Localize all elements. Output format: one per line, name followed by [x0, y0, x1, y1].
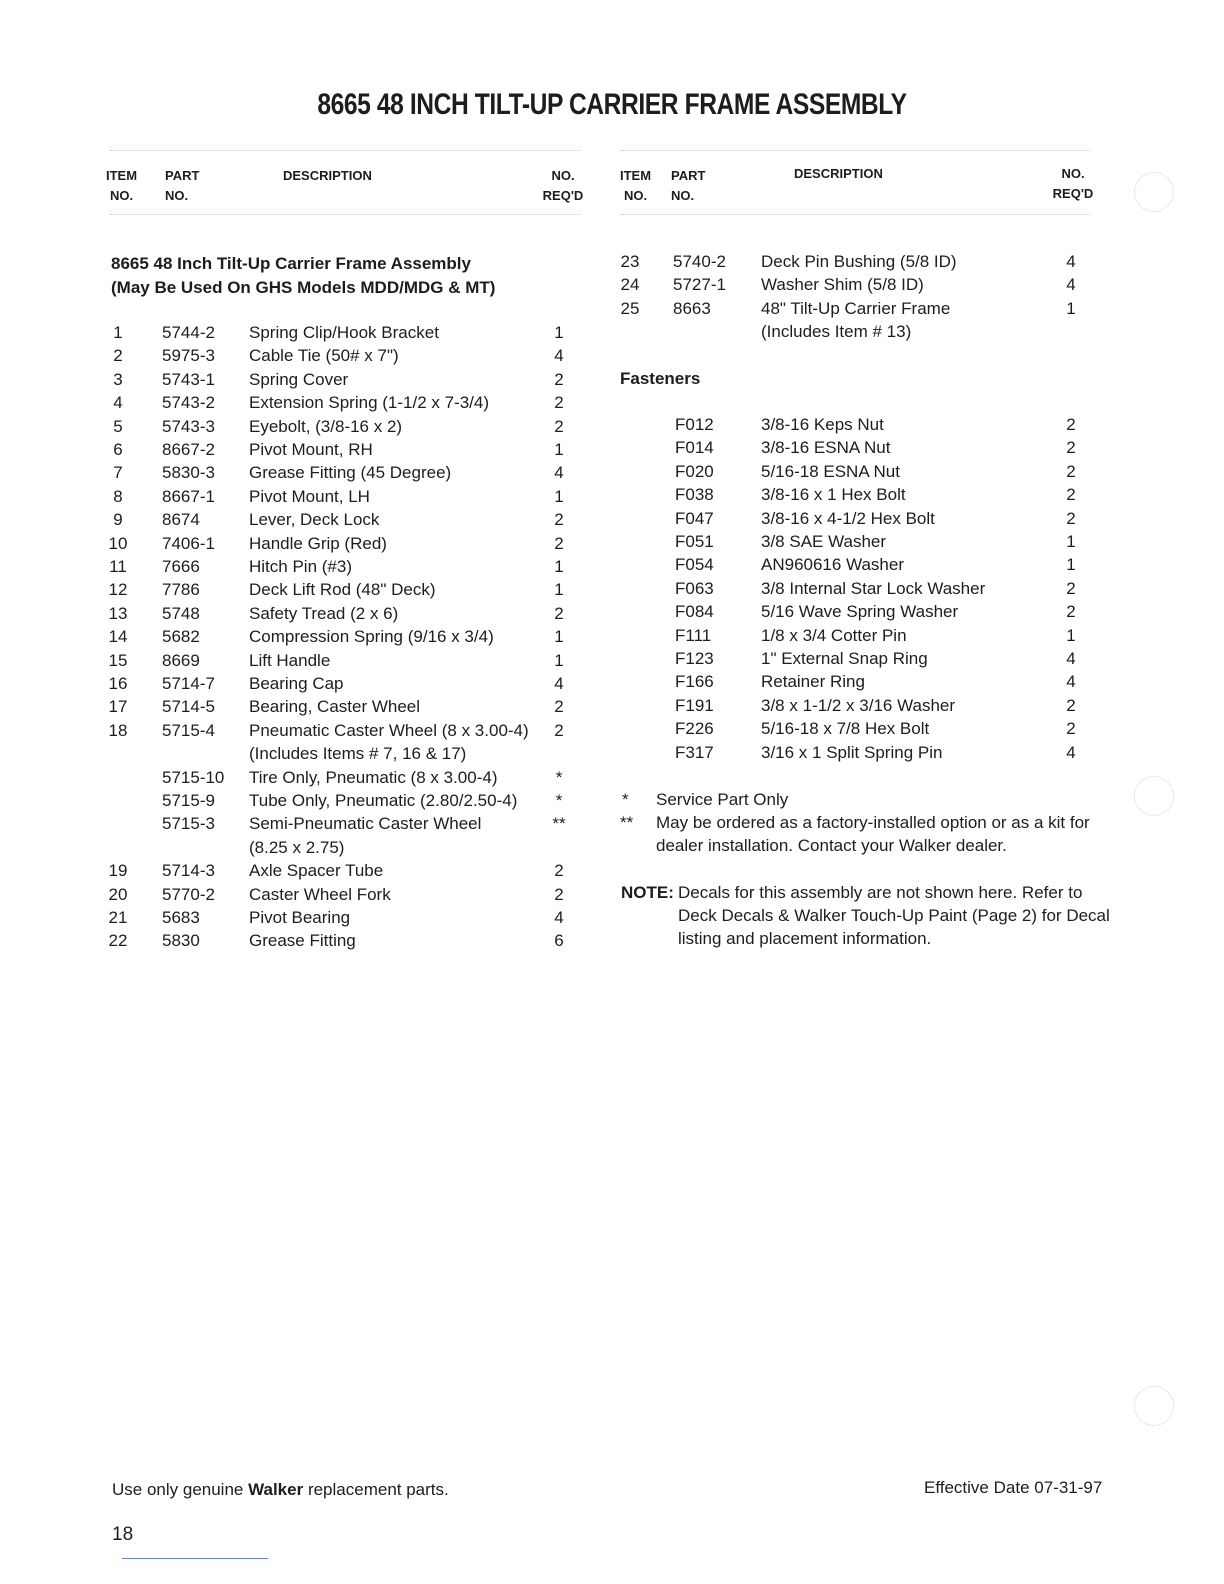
fasteners-row	[0, 553, 1224, 576]
part-description: Deck Pin Bushing (5/8 ID)	[761, 252, 957, 271]
part-number: 7786	[162, 580, 200, 600]
quantity-required: 2	[1066, 485, 1076, 505]
fastener-description: 3/8 x 1-1/2 x 3/16 Washer	[761, 695, 956, 715]
fastener-description: 3/8 Internal Star Lock Washer	[761, 578, 986, 598]
fasteners-row	[0, 413, 1224, 436]
part-description: Tire Only, Pneumatic (8 x 3.00-4)	[249, 767, 498, 787]
quantity-required: 2	[1066, 578, 1076, 598]
part-number: 5743-3	[162, 416, 215, 436]
item-number: 18	[108, 720, 128, 740]
part-description: Bearing, Caster Wheel	[249, 697, 421, 717]
fastener-description: 3/16 x 1 Split Spring Pin	[761, 742, 943, 762]
quantity-required: 4	[1066, 649, 1076, 668]
quantity-required: 2	[1066, 602, 1076, 622]
part-description: Pivot Mount, RH	[249, 440, 373, 459]
header-divider-bottom-right	[620, 214, 1090, 216]
fastener-part-number: F051	[675, 532, 714, 551]
item-number: 22	[108, 931, 128, 951]
part-description: 48" Tilt-Up Carrier Frame	[761, 298, 951, 318]
note-option-symbol: **	[620, 813, 634, 832]
fasteners-row	[0, 717, 1224, 740]
item-number: 19	[108, 861, 128, 881]
fastener-description: 5/16-18 ESNA Nut	[761, 461, 900, 481]
item-number: 14	[108, 627, 128, 647]
binder-hole-top	[1134, 172, 1174, 212]
part-description: Axle Spacer Tube	[249, 861, 384, 881]
part-description: Eyebolt, (3/8-16 x 2)	[249, 416, 403, 436]
fastener-part-number: F084	[675, 602, 714, 622]
fasteners-row	[0, 460, 1224, 483]
part-description: Pneumatic Caster Wheel (8 x 3.00-4)	[249, 720, 529, 740]
part-description: Grease Fitting (45 Degree)	[249, 463, 452, 483]
part-description: Lever, Deck Lock	[249, 510, 380, 530]
fasteners-row	[0, 577, 1224, 600]
item-number: 25	[620, 298, 640, 318]
part-description: (8.25 x 2.75)	[249, 837, 345, 857]
quantity-required: 1	[554, 580, 564, 600]
part-number: 8669	[162, 650, 200, 670]
quantity-required: 2	[554, 720, 564, 740]
part-number: 5830-3	[162, 463, 215, 483]
quantity-required: 4	[1066, 275, 1076, 295]
fasteners-heading: Fasteners	[620, 369, 701, 388]
quantity-required: 2	[554, 603, 564, 623]
item-number: 17	[108, 697, 128, 717]
fastener-part-number: F166	[675, 672, 714, 692]
part-description: Deck Lift Rod (48" Deck)	[249, 580, 436, 600]
part-description: Cable Tie (50# x 7")	[249, 346, 399, 366]
fastener-part-number: F063	[675, 578, 714, 598]
quantity-required: 1	[554, 486, 564, 506]
fastener-description: 5/16-18 x 7/8 Hex Bolt	[761, 719, 930, 739]
header-no-reqd-right: NO. REQ'D	[1052, 166, 1094, 201]
fastener-part-number: F123	[675, 649, 714, 668]
fasteners-row	[0, 624, 1224, 647]
quantity-required: 1	[554, 440, 564, 459]
quantity-required: 1	[1066, 555, 1076, 575]
part-description: Semi-Pneumatic Caster Wheel	[249, 814, 482, 834]
quantity-required: 2	[554, 884, 564, 904]
note-decals-text: Decals for this assembly are not shown here. Refer to Deck Decals & Walker Touch-Up Paint (Page 2) for Decal listing and placement information.	[678, 883, 1110, 948]
fastener-description: Retainer Ring	[761, 672, 865, 692]
quantity-required: 1	[1066, 532, 1076, 551]
quantity-required: 2	[1066, 461, 1076, 481]
part-number: 5715-9	[162, 791, 215, 810]
note-service-text: Service Part Only	[656, 790, 789, 809]
quantity-required: 2	[554, 697, 564, 717]
left-rows-row	[0, 766, 1224, 789]
part-description: Spring Clip/Hook Bracket	[249, 323, 439, 342]
left-rows-row	[0, 859, 1224, 882]
item-number: 8	[113, 486, 123, 506]
header-divider-top-left	[110, 150, 580, 152]
fastener-part-number: F047	[675, 508, 714, 528]
quantity-required: 2	[1066, 508, 1076, 528]
fasteners-row	[0, 694, 1224, 717]
fastener-part-number: F038	[675, 485, 714, 505]
assembly-title: 8665 48 Inch Tilt-Up Carrier Frame Assembly (May Be Used On GHS Models MDD/MDG & MT)	[111, 254, 496, 297]
fasteners-row	[0, 741, 1224, 764]
quantity-required: 4	[1066, 672, 1076, 692]
part-number: 5743-2	[162, 393, 215, 413]
right-rows-row	[0, 250, 1224, 273]
item-number: 10	[108, 533, 128, 553]
item-number: 3	[113, 369, 123, 389]
part-description: Caster Wheel Fork	[249, 884, 391, 904]
fastener-part-number: F012	[675, 415, 714, 434]
part-number: 5714-3	[162, 861, 215, 881]
fasteners-row	[0, 436, 1224, 459]
quantity-required: 4	[1066, 742, 1076, 762]
footer-rule	[122, 1558, 268, 1559]
part-number: 8663	[673, 298, 711, 318]
part-description: Pivot Bearing	[249, 908, 351, 927]
part-number: 8667-1	[162, 486, 215, 506]
part-number: 5683	[162, 908, 200, 927]
fastener-part-number: F191	[675, 695, 714, 715]
fastener-description: 3/8 SAE Washer	[761, 532, 887, 551]
quantity-required: 1	[1066, 625, 1076, 645]
part-number: 5715-4	[162, 720, 215, 740]
part-description: Spring Cover	[249, 369, 349, 389]
item-number: 15	[108, 650, 128, 670]
part-number: 5770-2	[162, 884, 215, 904]
item-number: 7	[113, 463, 123, 483]
left-rows-row	[0, 391, 1224, 414]
quantity-required: *	[555, 767, 563, 787]
quantity-required: 1	[554, 650, 564, 670]
quantity-required: 2	[554, 416, 564, 436]
fasteners-row	[0, 647, 1224, 670]
part-description: (Includes Item # 13)	[761, 322, 912, 342]
right-rows-row	[0, 273, 1224, 296]
page-title: 8665 48 INCH TILT-UP CARRIER FRAME ASSEMBLY	[317, 88, 907, 121]
part-number: 5748	[162, 603, 200, 623]
part-number: 7406-1	[162, 533, 215, 553]
item-number: 5	[113, 416, 123, 436]
item-number: 4	[113, 393, 123, 413]
part-description: Hitch Pin (#3)	[249, 557, 352, 576]
part-number: 8674	[162, 510, 200, 530]
right-rows-row	[0, 320, 1224, 343]
quantity-required: 2	[554, 369, 564, 389]
footer-effective-date: Effective Date 07-31-97	[924, 1478, 1103, 1497]
part-description: (Includes Items # 7, 16 & 17)	[249, 744, 467, 764]
quantity-required: 2	[1066, 719, 1076, 739]
quantity-required: 1	[554, 323, 564, 342]
part-description: Compression Spring (9/16 x 3/4)	[249, 627, 494, 647]
fastener-part-number: F111	[675, 625, 712, 645]
part-description: Safety Tread (2 x 6)	[249, 603, 399, 623]
fastener-description: 5/16 Wave Spring Washer	[761, 602, 959, 622]
quantity-required: 1	[554, 627, 564, 647]
part-description: Bearing Cap	[249, 674, 344, 693]
header-part-no: PART NO.	[165, 168, 200, 203]
right-rows-row	[0, 297, 1224, 320]
quantity-required: 4	[554, 674, 564, 693]
part-description: Tube Only, Pneumatic (2.80/2.50-4)	[249, 791, 518, 810]
item-number: 20	[108, 884, 128, 904]
fastener-description: 3/8-16 x 1 Hex Bolt	[761, 485, 906, 505]
part-number: 5682	[162, 627, 200, 647]
quantity-required: 2	[1066, 415, 1076, 434]
header-item-no: ITEM NO.	[106, 168, 138, 203]
item-number: 6	[113, 440, 123, 459]
note-service-symbol: *	[622, 790, 629, 809]
fastener-description: 1/8 x 3/4 Cotter Pin	[761, 625, 907, 645]
quantity-required: **	[552, 814, 566, 834]
left-rows-row	[0, 368, 1224, 391]
part-number: 7666	[162, 557, 200, 576]
fastener-description: 3/8-16 Keps Nut	[761, 415, 884, 434]
quantity-required: *	[555, 791, 563, 810]
part-number: 5714-7	[162, 674, 215, 693]
fastener-part-number: F226	[675, 719, 714, 739]
note-label: NOTE:	[621, 883, 674, 902]
fastener-description: 1" External Snap Ring	[761, 649, 928, 668]
part-number: 5715-10	[162, 767, 225, 787]
fasteners-row	[0, 483, 1224, 506]
item-number: 2	[113, 346, 123, 366]
part-description: Handle Grip (Red)	[249, 533, 387, 553]
part-number: 5830	[162, 931, 200, 951]
quantity-required: 2	[1066, 695, 1076, 715]
quantity-required: 4	[554, 908, 564, 927]
header-item-no-right: ITEM NO.	[620, 168, 652, 203]
page-number: 18	[112, 1524, 134, 1545]
quantity-required: 4	[554, 463, 564, 483]
fastener-part-number: F014	[675, 438, 714, 458]
left-rows-row	[0, 344, 1224, 367]
left-rows-row	[0, 789, 1224, 812]
fasteners-row	[0, 670, 1224, 693]
part-description: Washer Shim (5/8 ID)	[761, 275, 924, 295]
fastener-part-number: F054	[675, 555, 714, 575]
header-description-right: DESCRIPTION	[794, 166, 883, 181]
note-option-text: May be ordered as a factory-installed option or as a kit for dealer installation. Contact your Walker dealer.	[656, 813, 1090, 855]
fastener-part-number: F317	[675, 742, 714, 762]
part-number: 5743-1	[162, 369, 215, 389]
quantity-required: 4	[554, 346, 564, 366]
header-divider-bottom-left	[110, 214, 580, 216]
part-description: Extension Spring (1-1/2 x 7-3/4)	[249, 393, 490, 413]
item-number: 13	[108, 603, 128, 623]
fasteners-row	[0, 507, 1224, 530]
quantity-required: 2	[554, 510, 564, 530]
header-part-no-right: PART NO.	[671, 168, 706, 203]
footer-genuine-parts: Use only genuine Walker replacement parts.	[112, 1480, 449, 1499]
part-description: Pivot Mount, LH	[249, 486, 370, 506]
header-no-reqd: NO. REQ'D	[542, 168, 584, 203]
part-number: 8667-2	[162, 440, 215, 459]
quantity-required: 2	[554, 533, 564, 553]
header-divider-top-right	[620, 150, 1090, 152]
part-description: Lift Handle	[249, 650, 331, 670]
item-number: 1	[113, 323, 123, 342]
fastener-description: AN960616 Washer	[761, 555, 905, 575]
fastener-description: 3/8-16 ESNA Nut	[761, 438, 891, 458]
quantity-required: 2	[554, 393, 564, 413]
fasteners-row	[0, 600, 1224, 623]
item-number: 23	[620, 252, 640, 271]
item-number: 11	[109, 557, 127, 576]
part-number: 5714-5	[162, 697, 215, 717]
binder-hole-middle	[1134, 776, 1174, 816]
item-number: 16	[108, 674, 128, 693]
fastener-description: 3/8-16 x 4-1/2 Hex Bolt	[761, 508, 935, 528]
part-number: 5715-3	[162, 814, 215, 834]
fastener-part-number: F020	[675, 461, 714, 481]
item-number: 9	[113, 510, 123, 530]
header-description: DESCRIPTION	[283, 168, 372, 183]
part-number: 5975-3	[162, 346, 215, 366]
quantity-required: 6	[554, 931, 564, 951]
quantity-required: 4	[1066, 252, 1076, 271]
item-number: 21	[108, 908, 128, 927]
binder-hole-bottom	[1134, 1386, 1174, 1426]
item-number: 24	[620, 275, 640, 295]
part-number: 5727-1	[673, 275, 726, 295]
quantity-required: 1	[554, 557, 564, 576]
part-description: Grease Fitting	[249, 931, 356, 951]
item-number: 12	[108, 580, 128, 600]
part-number: 5744-2	[162, 323, 215, 342]
quantity-required: 1	[1066, 298, 1076, 318]
fasteners-row	[0, 530, 1224, 553]
quantity-required: 2	[1066, 438, 1076, 458]
quantity-required: 2	[554, 861, 564, 881]
part-number: 5740-2	[673, 252, 726, 271]
walker-brand: Walker	[248, 1480, 304, 1499]
